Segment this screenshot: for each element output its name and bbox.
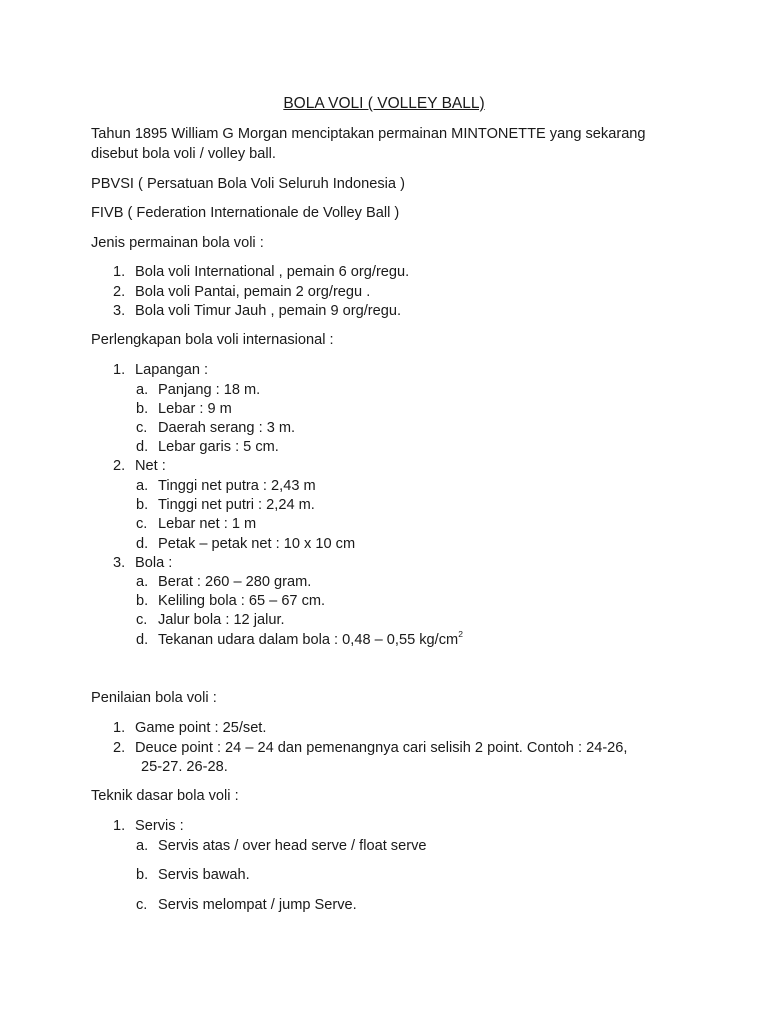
list-item — [113, 361, 208, 380]
sub-list-text: Tekanan udara dalam bola : 0,48 – 0,55 kg/cm — [158, 632, 459, 648]
sub-list-letter: d. — [136, 439, 149, 455]
superscript: 2 — [458, 629, 463, 640]
sub-list-item — [136, 896, 357, 915]
sub-list-text: Lebar : 9 m — [158, 401, 232, 417]
teknik-heading: Teknik dasar bola voli : — [91, 788, 239, 804]
list-number: 1. — [113, 818, 126, 834]
pbvsi-paragraph: PBVSI ( Persatuan Bola Voli Seluruh Indonesia ) — [91, 176, 405, 192]
sub-list-text: Lebar garis : 5 cm. — [158, 439, 279, 455]
list-text: Deuce point : 24 – 24 dan pemenangnya cari selisih 2 point. Contoh : 24-26, — [135, 740, 628, 756]
list-item — [113, 817, 184, 836]
sub-list-letter: d. — [136, 536, 149, 552]
sub-list-text: Servis melompat / jump Serve. — [158, 897, 357, 913]
list-number: 2. — [113, 458, 126, 474]
list-item — [113, 554, 172, 573]
sub-list-letter: d. — [136, 632, 149, 648]
sub-list-item — [136, 381, 260, 400]
list-number: 3. — [113, 303, 126, 319]
list-number: 1. — [113, 362, 126, 378]
sub-list-item — [136, 515, 256, 534]
list-text: Bola : — [135, 555, 173, 571]
list-text: Bola voli International , pemain 6 org/regu. — [135, 264, 410, 280]
list-text: Bola voli Timur Jauh , pemain 9 org/regu. — [135, 303, 402, 319]
list-item — [113, 739, 627, 758]
sub-list-text: Berat : 260 – 280 gram. — [158, 574, 312, 590]
sub-list-letter: a. — [136, 838, 149, 854]
sub-list-item — [136, 573, 311, 592]
sub-list-text: Panjang : 18 m. — [158, 382, 261, 398]
sub-list-letter: c. — [136, 897, 148, 913]
sub-list-letter: b. — [136, 497, 149, 513]
list-number: 3. — [113, 555, 126, 571]
sub-list-item — [136, 400, 232, 419]
sub-list-text: Tinggi net putri : 2,24 m. — [158, 497, 315, 513]
sub-list-letter: c. — [136, 612, 148, 628]
intro-line-2: disebut bola voli / volley ball. — [91, 146, 276, 162]
sub-list-text: Petak – petak net : 10 x 10 cm — [158, 536, 356, 552]
sub-list-text: Lebar net : 1 m — [158, 516, 257, 532]
sub-list-letter: a. — [136, 574, 149, 590]
list-number: 2. — [113, 284, 126, 300]
sub-list-text: Servis bawah. — [158, 867, 250, 883]
sub-list-letter: a. — [136, 478, 149, 494]
list-number: 2. — [113, 740, 126, 756]
sub-list-text: Tinggi net putra : 2,43 m — [158, 478, 316, 494]
sub-list-item — [136, 592, 325, 611]
sub-list-letter: b. — [136, 401, 149, 417]
sub-list-letter: c. — [136, 516, 148, 532]
sub-list-item — [136, 477, 316, 496]
document-title: BOLA VOLI ( VOLLEY BALL) — [283, 95, 485, 112]
list-item — [113, 302, 401, 321]
sub-list-item — [136, 496, 315, 515]
sub-list-letter: a. — [136, 382, 149, 398]
sub-list-item — [136, 837, 427, 856]
sub-list-item — [136, 535, 355, 554]
list-item — [113, 719, 266, 738]
sub-list-letter: b. — [136, 867, 149, 883]
list-text: Net : — [135, 458, 166, 474]
penilaian-heading: Penilaian bola voli : — [91, 690, 217, 706]
sub-list-item — [136, 866, 250, 885]
perlengkapan-heading: Perlengkapan bola voli internasional : — [91, 332, 334, 348]
list-number: 1. — [113, 264, 126, 280]
list-number: 1. — [113, 720, 126, 736]
sub-list-text: Daerah serang : 3 m. — [158, 420, 296, 436]
list-item-continuation: 25-27. 26-28. — [141, 759, 228, 775]
list-text: Servis : — [135, 818, 184, 834]
sub-list-item — [136, 611, 285, 630]
sub-list-text: Servis atas / over head serve / float serve — [158, 838, 427, 854]
jenis-heading: Jenis permainan bola voli : — [91, 235, 264, 251]
list-text: Lapangan : — [135, 362, 209, 378]
list-item — [113, 457, 166, 476]
sub-list-letter: b. — [136, 593, 149, 609]
list-text: Game point : 25/set. — [135, 720, 267, 736]
sub-list-item — [136, 631, 463, 650]
list-item — [113, 283, 370, 302]
sub-list-item — [136, 419, 295, 438]
intro-line-1: Tahun 1895 William G Morgan menciptakan permainan MINTONETTE yang sekarang — [91, 126, 646, 142]
sub-list-letter: c. — [136, 420, 148, 436]
sub-list-text: Keliling bola : 65 – 67 cm. — [158, 593, 326, 609]
sub-list-text: Jalur bola : 12 jalur. — [158, 612, 285, 628]
list-item — [113, 263, 409, 282]
fivb-paragraph: FIVB ( Federation Internationale de Volley Ball ) — [91, 205, 400, 221]
list-text: Bola voli Pantai, pemain 2 org/regu . — [135, 284, 371, 300]
sub-list-item — [136, 438, 279, 457]
